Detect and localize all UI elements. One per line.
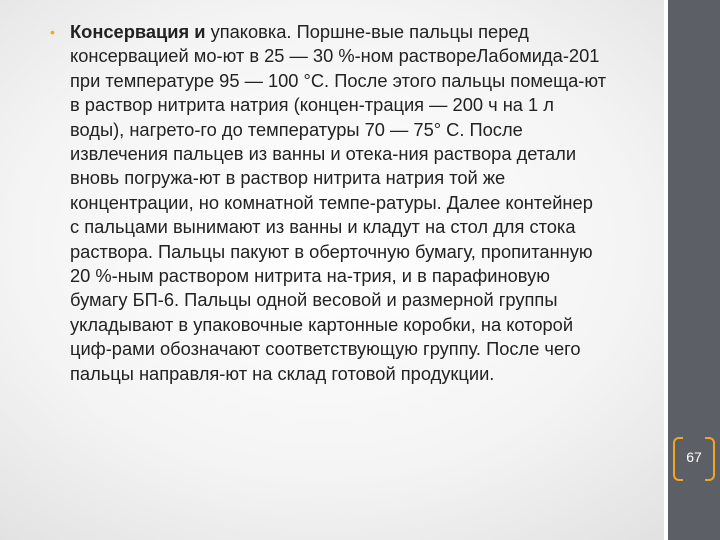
text-line-10: раствора. Пальцы пакуют в оберточную бумагу, пропитанную <box>70 240 593 262</box>
text-line-12: бумагу БП-6. Пальцы одной весовой и размерной группы <box>70 289 558 311</box>
text-line-11: 20 %-ным раствором нитрита на-трия, и в парафиновую <box>70 265 550 287</box>
text-line-3: при температуре 95 — 100 °С. После этого пальцы помеща-ют <box>70 69 607 91</box>
text-line-8: концентрации, но комнатной темпе-ратуры. Далее контейнер <box>70 191 593 213</box>
text-line-1-rest: упаковка. Поршне-вые пальцы перед <box>205 21 529 42</box>
text-line-14: циф-рами обозначают соответствующую группу. После чего <box>70 338 581 360</box>
text-line-6: извлечения пальцев из ванны и отека-ния раствора детали <box>70 143 577 165</box>
text-line-4: в раствор нитрита натрия (концен-трация — 200 ч на 1 л <box>70 94 554 116</box>
text-line-5: воды), нагрето-го до температуры 70 — 75° С. После <box>70 118 523 140</box>
text-line-9: с пальцами вынимают из ванны и кладут на стол для стока <box>70 216 576 238</box>
text-line-2: консервацией мо-ют в 25 — 30 %-ном раствореЛабомида-201 <box>70 45 600 67</box>
text-line-7: вновь погружа-ют в раствор нитрита натрия той же <box>70 167 506 189</box>
page-number-badge <box>673 437 715 479</box>
text-line-1 <box>70 20 606 44</box>
bold-heading: Консервация и <box>70 21 206 42</box>
page-number: 67 <box>686 449 702 465</box>
text-line-13: укладывают в упаковочные картонные коробки, на которой <box>70 313 574 335</box>
bullet-item <box>50 20 658 386</box>
slide-content <box>50 20 658 386</box>
text-line-15: пальцы направля-ют на склад готовой продукции. <box>70 362 495 384</box>
paragraph <box>70 20 606 386</box>
bullet-icon: • <box>50 24 55 40</box>
